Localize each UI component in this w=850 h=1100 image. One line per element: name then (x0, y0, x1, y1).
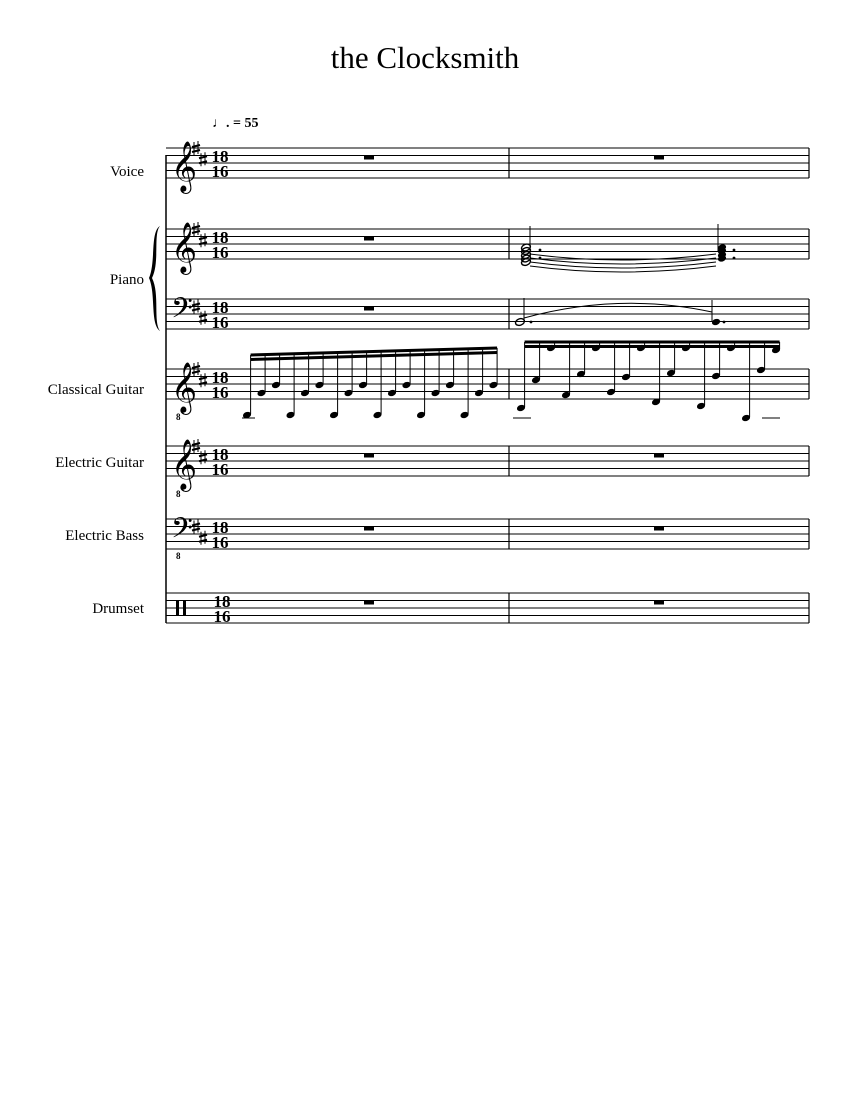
time-sig-numerator: 18 (211, 298, 229, 317)
sharp-icon (199, 311, 207, 325)
whole-rest-icon (364, 601, 374, 605)
time-sig-numerator: 18 (211, 445, 229, 464)
sharp-icon (199, 152, 207, 166)
part-name-voice: Voice (110, 164, 144, 180)
time-sig-numerator: 18 (211, 228, 229, 247)
time-sig-denominator: 16 (211, 460, 229, 479)
whole-rest-icon (654, 601, 664, 605)
percussion-clef-icon (176, 601, 179, 615)
octave-mark: 8 (176, 489, 181, 499)
whole-rest-icon (654, 156, 664, 160)
time-sig-denominator: 16 (211, 533, 229, 552)
treble-clef-icon: 𝄞 (171, 439, 198, 490)
whole-rest-icon (654, 454, 664, 458)
whole-rest-icon (654, 527, 664, 531)
dot (723, 321, 726, 324)
tie (530, 266, 716, 272)
sharp-icon (199, 531, 207, 545)
staff-electric-bass (166, 519, 809, 549)
time-sig-numerator: 18 (211, 147, 229, 166)
tie (524, 303, 712, 318)
time-sig-denominator: 16 (211, 243, 229, 262)
time-sig-denominator: 16 (211, 313, 229, 332)
tempo-value: = 55 (233, 116, 259, 131)
sharp-icon (199, 373, 207, 387)
tie (530, 262, 716, 268)
whole-rest-icon (364, 156, 374, 160)
time-sig-denominator: 16 (213, 607, 231, 626)
piano-brace (149, 226, 160, 331)
percussion-clef-icon (183, 601, 186, 615)
time-sig-numerator: 18 (211, 518, 229, 537)
bass-clef-icon: 𝄢 (171, 292, 193, 332)
octave-mark: 8 (176, 412, 181, 422)
sharp-icon (199, 450, 207, 464)
whole-rest-icon (364, 307, 374, 311)
dot (530, 321, 533, 324)
time-sig-denominator: 16 (211, 383, 229, 402)
part-name-drumset: Drumset (92, 601, 144, 617)
staff-piano-lh (166, 299, 809, 329)
time-sig-numerator: 18 (213, 592, 231, 611)
notehead (711, 318, 721, 327)
note-group (516, 342, 781, 422)
sharp-icon (199, 233, 207, 247)
dot (539, 249, 542, 252)
treble-clef-icon: 𝄞 (171, 222, 198, 273)
part-name-piano: Piano (109, 272, 144, 288)
time-sig-denominator: 16 (211, 162, 229, 181)
part-name-electric-bass: Electric Bass (65, 528, 144, 544)
treble-clef-icon: 𝄞 (171, 141, 198, 192)
whole-rest-icon (364, 527, 374, 531)
score-title: the Clocksmith (330, 40, 520, 75)
whole-rest-icon (364, 237, 374, 241)
bass-clef-icon: 𝄢 (171, 512, 193, 552)
dot (733, 257, 736, 260)
part-name-electric-guitar: Electric Guitar (55, 455, 144, 471)
treble-clef-icon: 𝄞 (171, 362, 198, 413)
dotted-quarter-note-icon: ♩. (212, 116, 230, 131)
staff-drumset (166, 593, 809, 623)
staff-electric-guitar (166, 446, 809, 476)
dot (733, 249, 736, 252)
time-sig-numerator: 18 (211, 368, 229, 387)
part-name-classical-guitar: Classical Guitar (47, 382, 144, 398)
whole-rest-icon (364, 454, 374, 458)
staff-voice (166, 148, 809, 178)
octave-mark: 8 (176, 551, 181, 561)
